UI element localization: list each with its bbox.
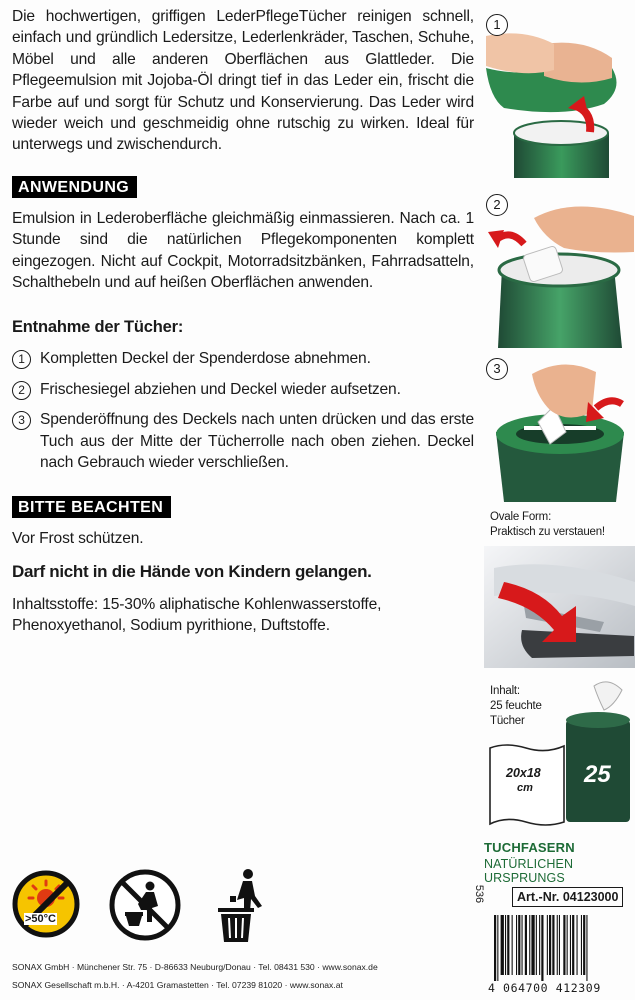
fibre-subheading: NATÜRLICHEN URSPRUNGS <box>484 857 574 885</box>
barcode-bar <box>512 915 513 975</box>
article-number: Art.-Nr. 04123000 <box>512 887 623 907</box>
pull-tissue-illustration <box>484 352 635 502</box>
heading-anwendung: ANWENDUNG <box>12 176 137 198</box>
step-text: Kompletten Deckel der Spenderdose abnehmen. <box>40 350 371 368</box>
barcode-bar <box>549 915 551 975</box>
barcode-bar <box>529 915 530 975</box>
sheet-size-unit: cm <box>517 782 533 794</box>
barcode-number: 4 064700 412309 <box>488 981 601 995</box>
contents-line-3: Tücher <box>490 715 525 727</box>
barcode-bar <box>541 915 543 981</box>
illustration-step-2 <box>484 188 635 348</box>
oval-form-title: Ovale Form: <box>490 511 552 523</box>
children-warning: Darf nicht in die Hände von Kindern gelangen. <box>12 561 372 581</box>
pull-seal-illustration <box>484 188 635 348</box>
intro-text: Die hochwertigen, griffigen LederPflegeTücher reinigen schnell, einfach und gründlich Ledersitze, Lederlenkräder, Taschen, Schuhe, Möbel und alle anderen Oberflächen aus Glattleder. Die Pflegeemulsion mit Jojoba-Öl dringt tief in das Leder ein, frischt die Farbe auf und sorgt für Schutz und Konservierung. Das Leder wird wieder weich und geschmeidig ohne rutschig zu wirken. Ideal für unterwegs und zwischendurch. <box>12 8 474 154</box>
wipes-canister-illustration <box>564 676 634 826</box>
wipes-count: 25 <box>584 761 611 788</box>
fibre-heading: TUCHFASERN <box>484 840 575 855</box>
barcode-bar <box>505 915 506 975</box>
barcode-bar <box>494 915 496 981</box>
barcode-bar <box>507 915 509 975</box>
barcode-bar <box>552 915 554 975</box>
no-heat-symbol <box>8 868 84 944</box>
step-1 <box>12 348 474 369</box>
barcode-bar <box>539 915 540 975</box>
footer-germany: SONAX GmbH · Münchener Str. 75 · D-86633 Neuburg/Donau · Tel. 08431 530 · www.sonax.de <box>12 962 378 972</box>
barcode-bar <box>572 915 574 975</box>
step-2 <box>12 379 474 400</box>
contents-line-2: 25 feuchte <box>490 700 542 712</box>
barcode-bar <box>567 915 568 975</box>
car-door-illustration <box>484 546 635 668</box>
text-column <box>12 6 474 637</box>
frost-text: Vor Frost schützen. <box>12 529 144 547</box>
barcode-bar <box>522 915 523 975</box>
barcode-bar <box>581 915 582 975</box>
oval-form-subtitle: Praktisch zu verstauen! <box>490 526 605 538</box>
barcode <box>488 915 628 981</box>
step-3 <box>12 409 474 473</box>
barcode-bar <box>547 915 548 975</box>
illustration-number: 1 <box>486 14 508 36</box>
barcode-bar <box>536 915 537 975</box>
trash-bin-symbol <box>210 866 272 946</box>
barcode-bar <box>583 915 585 975</box>
barcode-bar <box>586 915 587 981</box>
footer-austria: SONAX Gesellschaft m.b.H. · A-4201 Gramastetten · Tel. 07239 81020 · www.sonax.at <box>12 980 343 990</box>
temperature-label: >50°C <box>25 913 57 925</box>
barcode-bar <box>516 915 517 975</box>
illustration-step-1 <box>484 8 635 178</box>
step-number: 3 <box>12 411 31 430</box>
illustration-step-3 <box>484 352 635 502</box>
step-text: Spenderöffnung des Deckels nach unten drücken und das erste Tuch aus der Mitte der Tücherrolle nach oben ziehen. Deckel nach Gebrauch wieder verschließen. <box>40 411 474 472</box>
ingredients-text: Inhaltsstoffe: 15-30% aliphatische Kohlenwasserstoffe, Phenoxyethanol, Sodium pyrithione, Duftstoffe. <box>12 595 382 635</box>
barcode-bar <box>559 915 560 975</box>
barcode-bar <box>557 915 558 975</box>
code-536: 536 <box>473 884 486 904</box>
sheet-size: 20x18 <box>506 766 541 780</box>
no-toilet-symbol <box>106 866 184 944</box>
barcode-bar <box>525 915 527 975</box>
dispenser-lid-open-illustration <box>484 8 635 178</box>
barcode-bar <box>501 915 504 975</box>
step-text: Frischesiegel abziehen und Deckel wieder aufsetzen. <box>40 380 401 398</box>
barcode-bar <box>531 915 534 975</box>
step-number: 1 <box>12 350 31 369</box>
entnahme-title: Entnahme der Tücher: <box>12 318 184 337</box>
illustration-column <box>473 0 635 1000</box>
anwendung-text: Emulsion in Lederoberfläche gleichmäßig einmassieren. Nach ca. 1 Stunde sind die natürlichen Pflegekomponenten komplett eingezogen. Nicht auf Cockpit, Motorradsitzbänken, Fahrradsatteln, Schalthebeln und auf heißen Oberflächen anwenden. <box>12 209 474 292</box>
illustration-number: 3 <box>486 358 508 380</box>
barcode-bar <box>563 915 565 975</box>
heading-bitte-beachten: BITTE BEACHTEN <box>12 496 171 518</box>
barcode-bar <box>518 915 520 975</box>
barcode-bar <box>497 915 498 981</box>
contents-line-1: Inhalt: <box>490 685 520 697</box>
barcode-bar <box>570 915 571 975</box>
step-number: 2 <box>12 381 31 400</box>
illustration-number: 2 <box>486 194 508 216</box>
barcode-bar <box>577 915 578 975</box>
